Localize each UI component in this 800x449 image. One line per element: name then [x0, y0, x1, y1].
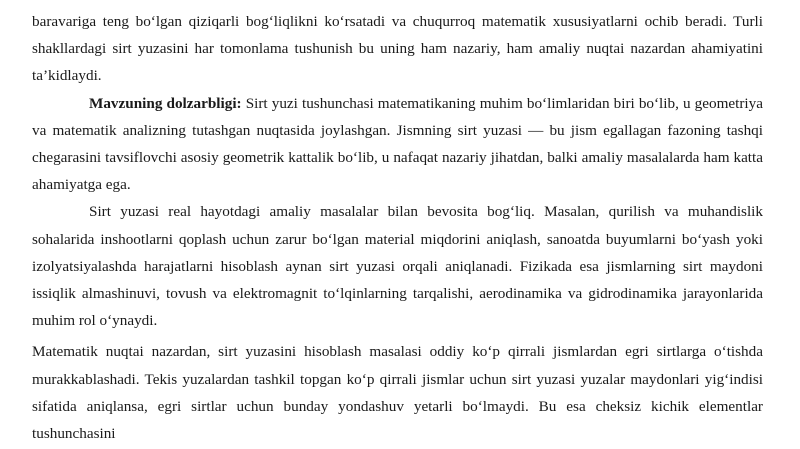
section-heading-inline: Mavzuning dolzarbligi: — [89, 94, 242, 112]
paragraph-1: baravariga teng bo‘lgan qiziqarli bog‘liqlikni ko‘rsatadi va chuqurroq matematik xususiyatlarni ochib beradi. Turli shakllardagi sirt yuzasini har tomonlama tushunish bu uning ham nazariy, ham amaliy nuqtai nazardan ahamiyatini ta’kidlaydi. — [32, 13, 763, 85]
paragraph-3: Sirt yuzasi real hayotdagi amaliy masalalar bilan bevosita bog‘liq. Masalan, qurilish va muhandislik sohalarida inshootlarni qoplash uchun zarur bo‘lgan material miqdorini aniqlash, sanoatda buyumlarni bo‘yash yoki izolyatsiyalashda harajatlarni hisoblash aynan sirt yuzasi orqali aniqlanadi. Fizikada esa jismlarning sirt maydoni issiqlik almashinuvi, tovush va elektromagnit to‘lqinlarning tarqalishi, aerodinamika va gidrodinamika jarayonlarida muhim rol o‘ynaydi. — [32, 203, 763, 330]
paragraph-4: Matematik nuqtai nazardan, sirt yuzasini hisoblash masalasi oddiy ko‘p qirrali jismlardan egri sirtlarga o‘tishda murakkablashadi. Tekis yuzalardan tashkil topgan ko‘p qirrali jismlar uchun sirt yuzasi yuzalar maydonlari yig‘indisi sifatida aniqlansa, egri sirtlar uchun bunday yondashuv yetarli bo‘lmaydi. Bu esa cheksiz kichik elementlar tushunchasini — [32, 343, 763, 443]
paragraph-2 — [32, 90, 763, 199]
document-page — [32, 0, 763, 447]
paragraph-2-text: Sirt yuzi tushunchasi matematikaning muhim bo‘limlaridan biri bo‘lib, u geometriya va matematik analizning tutashgan nuqtasida joylashgan. Jismning sirt yuzasi — bu jism egallagan fazoning tashqi chegarasini tavsiflovchi asosiy geometrik kattalik bo‘lib, u nafaqat nazariy jihatdan, balki amaliy masalalarda ham katta ahamiyatga ega. — [32, 94, 763, 194]
